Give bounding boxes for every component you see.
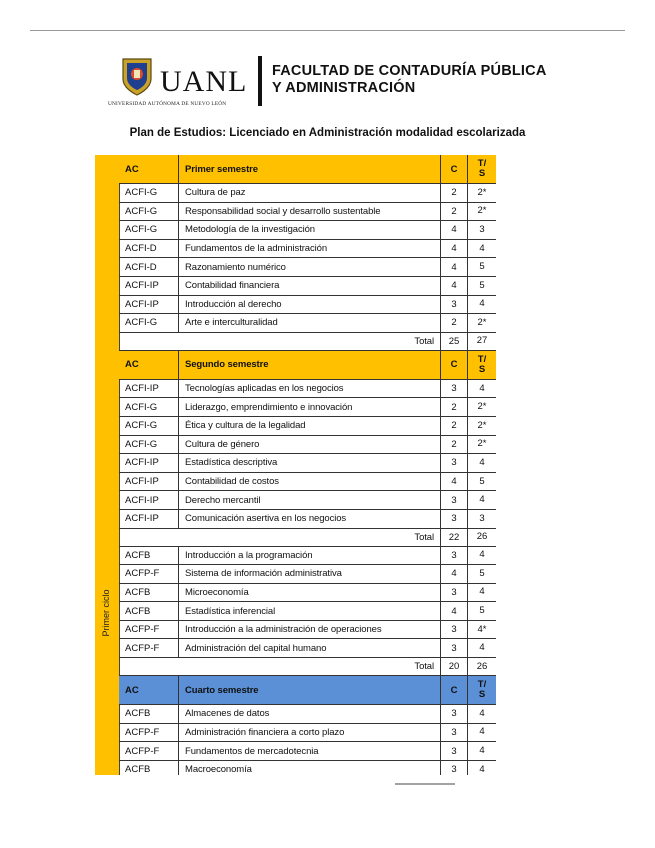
- course-code: ACFI-G: [119, 398, 179, 416]
- total-ts: 27: [476, 335, 488, 347]
- total-blank: [119, 333, 179, 350]
- uanl-logo-text: UANL: [160, 65, 248, 98]
- header-credits: C: [441, 676, 468, 704]
- course-row: [119, 184, 496, 203]
- course-ts: 4: [479, 242, 485, 254]
- course-code: ACFI-IP: [119, 454, 179, 472]
- course-credits: 4: [441, 258, 468, 276]
- course-credits: 4: [441, 565, 468, 583]
- course-name: Cultura de paz: [179, 184, 441, 202]
- course-ts: 3: [479, 512, 485, 524]
- total-label: Total: [179, 658, 441, 675]
- course-code: ACFI-G: [119, 436, 179, 454]
- course-ts: 5: [479, 475, 485, 487]
- total-label: Total: [179, 529, 441, 546]
- course-code: ACFI-IP: [119, 491, 179, 509]
- course-code: ACFI-D: [119, 240, 179, 258]
- faculty-name-line2: Y ADMINISTRACIÓN: [272, 80, 416, 96]
- total-blank: [119, 658, 179, 675]
- course-credits: 3: [441, 547, 468, 565]
- course-code: ACFI-D: [119, 258, 179, 276]
- course-credits: 2: [441, 203, 468, 221]
- faculty-name-line1: FACULTAD DE CONTADURÍA PÚBLICA: [272, 63, 547, 79]
- course-ts: 4: [479, 298, 485, 310]
- uanl-logo-subtext: UNIVERSIDAD AUTÓNOMA DE NUEVO LEÓN: [108, 101, 227, 107]
- course-name: Derecho mercantil: [179, 491, 441, 509]
- header-code: AC: [119, 351, 179, 379]
- course-credits: 4: [441, 240, 468, 258]
- total-credits: 20: [441, 658, 468, 675]
- course-credits: 4: [441, 602, 468, 620]
- course-row: [119, 221, 496, 240]
- course-ts: 4: [479, 763, 485, 775]
- course-row: [119, 436, 496, 455]
- course-code: ACFI-IP: [119, 510, 179, 528]
- total-row: [119, 658, 496, 676]
- table-rows: [119, 155, 496, 775]
- course-ts: 2*: [477, 186, 487, 198]
- faculty-name: [272, 63, 547, 97]
- course-name: Sistema de información administrativa: [179, 565, 441, 583]
- course-name: Ética y cultura de la legalidad: [179, 417, 441, 435]
- course-row: [119, 491, 496, 510]
- course-row: [119, 203, 496, 222]
- course-credits: 2: [441, 314, 468, 332]
- course-ts: 4: [479, 726, 485, 738]
- course-code: ACFI-G: [119, 314, 179, 332]
- uanl-shield-icon: [120, 57, 154, 97]
- uanl-logo: [108, 55, 278, 110]
- course-ts: 5: [479, 567, 485, 579]
- course-name: Almacenes de datos: [179, 705, 441, 723]
- course-code: ACFI-IP: [119, 277, 179, 295]
- course-ts: 4: [479, 382, 485, 394]
- course-name: Contabilidad financiera: [179, 277, 441, 295]
- course-name: Tecnologías aplicadas en los negocios: [179, 380, 441, 398]
- course-name: Comunicación asertiva en los negocios: [179, 510, 441, 528]
- course-code: ACFB: [119, 584, 179, 602]
- course-credits: 3: [441, 724, 468, 742]
- header-ts: T/ S: [477, 679, 487, 701]
- course-code: ACFP-F: [119, 639, 179, 657]
- total-credits: 25: [441, 333, 468, 350]
- course-row: [119, 454, 496, 473]
- course-ts: 4: [479, 586, 485, 598]
- cycle-label: Primer ciclo: [101, 589, 111, 637]
- course-row: [119, 584, 496, 603]
- course-credits: 4: [441, 221, 468, 239]
- course-credits: 3: [441, 621, 468, 639]
- course-code: ACFB: [119, 761, 179, 775]
- course-credits: 2: [441, 184, 468, 202]
- course-row: [119, 473, 496, 492]
- course-ts: 3: [479, 223, 485, 235]
- course-credits: 4: [441, 277, 468, 295]
- course-credits: 2: [441, 417, 468, 435]
- header-code: AC: [119, 676, 179, 704]
- total-credits: 22: [441, 529, 468, 546]
- course-name: Introducción a la administración de operaciones: [179, 621, 441, 639]
- course-row: [119, 277, 496, 296]
- course-code: ACFB: [119, 602, 179, 620]
- semester-title: Cuarto semestre: [179, 676, 441, 704]
- header-credits: C: [441, 351, 468, 379]
- course-ts: 2*: [477, 438, 487, 450]
- course-code: ACFI-G: [119, 203, 179, 221]
- cycle-column: [95, 155, 120, 775]
- course-ts: 5: [479, 279, 485, 291]
- course-credits: 2: [441, 436, 468, 454]
- total-ts: 26: [476, 531, 488, 542]
- course-name: Administración financiera a corto plazo: [179, 724, 441, 742]
- total-label: Total: [179, 333, 441, 350]
- course-credits: 3: [441, 296, 468, 314]
- course-credits: 3: [441, 705, 468, 723]
- course-credits: 3: [441, 380, 468, 398]
- course-code: ACFI-G: [119, 184, 179, 202]
- scan-smudge: [395, 783, 455, 785]
- course-row: [119, 742, 496, 761]
- course-row: [119, 565, 496, 584]
- header-code: AC: [119, 155, 179, 183]
- course-name: Estadística descriptiva: [179, 454, 441, 472]
- course-code: ACFB: [119, 547, 179, 565]
- course-credits: 3: [441, 584, 468, 602]
- course-row: [119, 602, 496, 621]
- course-row: [119, 705, 496, 724]
- total-row: [119, 333, 496, 351]
- total-ts: 26: [476, 660, 488, 672]
- course-credits: 3: [441, 639, 468, 657]
- course-name: Introducción al derecho: [179, 296, 441, 314]
- semester-header-row: [119, 676, 496, 705]
- course-name: Microeconomía: [179, 584, 441, 602]
- course-code: ACFP-F: [119, 621, 179, 639]
- course-name: Fundamentos de la administración: [179, 240, 441, 258]
- course-name: Liderazgo, emprendimiento e innovación: [179, 398, 441, 416]
- course-name: Responsabilidad social y desarrollo sustentable: [179, 203, 441, 221]
- course-credits: 3: [441, 454, 468, 472]
- course-name: Arte e interculturalidad: [179, 314, 441, 332]
- course-code: ACFI-IP: [119, 296, 179, 314]
- study-plan-table: [95, 155, 496, 775]
- total-blank: [119, 529, 179, 546]
- semester-title: Primer semestre: [179, 155, 441, 183]
- course-row: [119, 258, 496, 277]
- course-row: [119, 417, 496, 436]
- course-ts: 4: [479, 494, 485, 506]
- course-name: Macroeconomía: [179, 761, 441, 775]
- course-name: Fundamentos de mercadotecnia: [179, 742, 441, 760]
- course-ts: 2*: [477, 316, 487, 328]
- course-ts: 2*: [477, 401, 487, 413]
- plan-title: Plan de Estudios: Licenciado en Administración modalidad escolarizada: [129, 127, 526, 139]
- header-ts: T/ S: [477, 158, 487, 179]
- course-code: ACFB: [119, 705, 179, 723]
- course-code: ACFI-G: [119, 221, 179, 239]
- course-code: ACFP-F: [119, 742, 179, 760]
- course-ts: 4: [479, 707, 485, 719]
- course-code: ACFI-IP: [119, 380, 179, 398]
- course-credits: 2: [441, 398, 468, 416]
- top-rule: [30, 30, 625, 31]
- course-ts: 5: [479, 261, 485, 273]
- course-row: [119, 547, 496, 566]
- course-credits: 3: [441, 761, 468, 775]
- page-bottom: [0, 775, 655, 848]
- course-credits: 4: [441, 473, 468, 491]
- course-name: Introducción a la programación: [179, 547, 441, 565]
- course-credits: 3: [441, 510, 468, 528]
- course-code: ACFI-IP: [119, 473, 179, 491]
- course-ts: 4: [479, 745, 485, 757]
- course-ts: 4: [479, 642, 485, 654]
- total-row: [119, 529, 496, 547]
- course-name: Administración del capital humano: [179, 639, 441, 657]
- course-row: [119, 380, 496, 399]
- course-row: [119, 398, 496, 417]
- course-name: Estadística inferencial: [179, 602, 441, 620]
- course-ts: 4: [479, 549, 485, 561]
- course-name: Metodología de la investigación: [179, 221, 441, 239]
- semester-header-row: [119, 351, 496, 380]
- course-name: Razonamiento numérico: [179, 258, 441, 276]
- course-credits: 3: [441, 491, 468, 509]
- course-row: [119, 724, 496, 743]
- course-row: [119, 510, 496, 529]
- header-ts: T/ S: [477, 353, 487, 375]
- course-row: [119, 240, 496, 259]
- course-row: [119, 296, 496, 315]
- course-name: Contabilidad de costos: [179, 473, 441, 491]
- header-divider: [258, 56, 262, 106]
- course-ts: 4*: [477, 623, 487, 635]
- semester-title: Segundo semestre: [179, 351, 441, 379]
- course-code: ACFP-F: [119, 565, 179, 583]
- course-row: [119, 621, 496, 640]
- course-row: [119, 639, 496, 658]
- course-name: Cultura de género: [179, 436, 441, 454]
- course-credits: 3: [441, 742, 468, 760]
- course-ts: 2*: [477, 205, 487, 217]
- course-ts: 5: [479, 605, 485, 617]
- course-ts: 2*: [477, 419, 487, 431]
- semester-header-row: [119, 155, 496, 184]
- header-credits: C: [441, 155, 468, 183]
- course-code: ACFP-F: [119, 724, 179, 742]
- course-row: [119, 761, 496, 775]
- course-code: ACFI-G: [119, 417, 179, 435]
- course-ts: 4: [479, 456, 485, 468]
- course-row: [119, 314, 496, 333]
